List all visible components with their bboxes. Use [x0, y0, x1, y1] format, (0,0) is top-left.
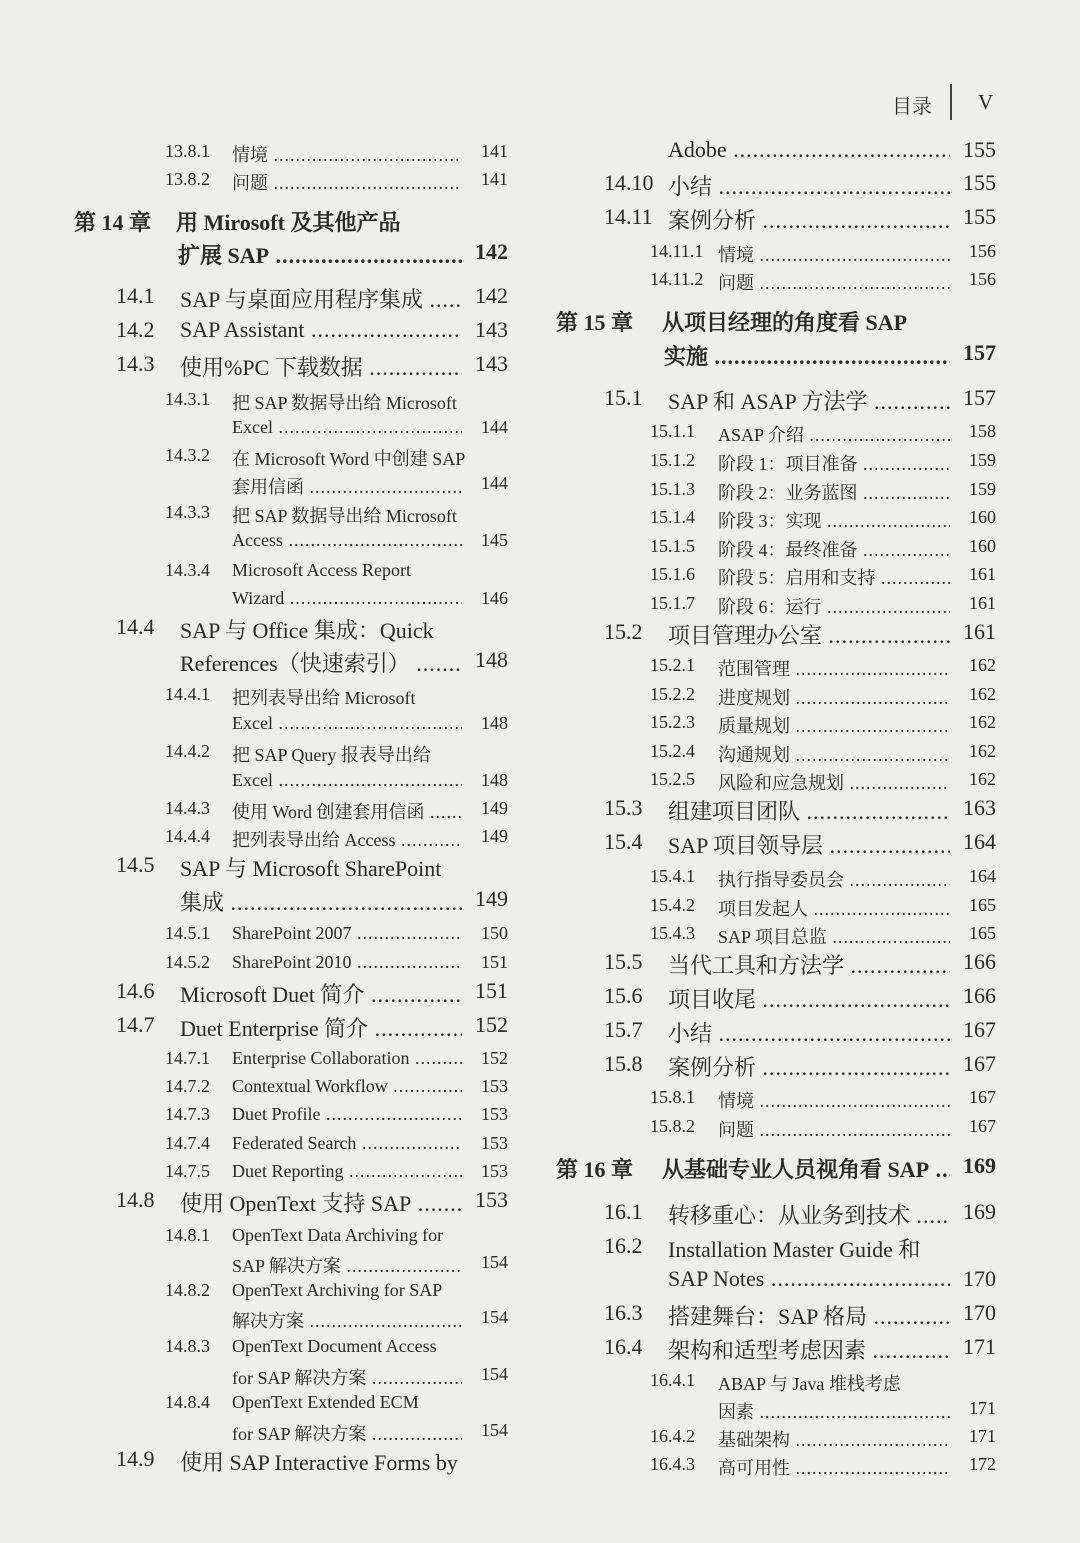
toc-entry-title: 阶段 3：实现 ..... — [718, 507, 950, 533]
toc-entry-page: 149 — [475, 886, 508, 912]
toc-entry-title: ASAP 介绍 ..... — [718, 421, 950, 447]
toc-entry[interactable] — [0, 895, 1006, 925]
toc-entry-number: 第 14 章 — [74, 210, 152, 236]
toc-entry[interactable] — [0, 1454, 1006, 1484]
toc-entry-title: SharePoint 2010 ..... — [232, 952, 462, 973]
running-head-section: 目录 — [892, 96, 932, 118]
toc-entry-title: 从项目经理的角度看 SAP — [662, 310, 908, 336]
toc-entry-number: 15.1 — [604, 385, 643, 411]
toc-entry-title: 质量规划 ..... — [718, 712, 950, 738]
toc-entry[interactable] — [0, 564, 1006, 594]
toc-entry-number: 14.4.1 — [165, 683, 210, 704]
toc-entry-page: 155 — [963, 137, 996, 163]
toc-entry-title: 从基础专业人员视角看 SAP ..... — [662, 1153, 950, 1184]
toc-entry-page: 142 — [475, 283, 508, 309]
toc-entry-page: 167 — [963, 1017, 996, 1043]
toc-entry[interactable] — [0, 170, 1006, 200]
toc-entry[interactable] — [0, 385, 1006, 415]
toc-entry[interactable] — [0, 866, 1006, 896]
toc-entry[interactable] — [0, 1426, 1006, 1456]
toc-entry[interactable] — [0, 712, 1006, 742]
toc-entry-number: 14.7.4 — [165, 1132, 210, 1153]
toc-entry-page: 171 — [969, 1425, 996, 1446]
toc-entry-title: Excel ..... — [232, 713, 462, 734]
toc-entry-page: 157 — [963, 385, 996, 411]
toc-entry-title: Excel ..... — [232, 770, 462, 791]
toc-entry-number: 14.4 — [116, 614, 155, 640]
toc-entry-page: 159 — [969, 449, 996, 470]
toc-entry-title: for SAP 解决方案 ..... — [232, 1364, 462, 1390]
toc-entry-title: SAP 项目总监 ..... — [718, 923, 950, 949]
toc-entry-title: 问题 ..... — [718, 1116, 950, 1142]
toc-entry-number: 14.7.5 — [165, 1160, 210, 1181]
toc-entry-title: 因素 ..... — [718, 1398, 950, 1424]
toc-entry-title: 问题 ..... — [718, 269, 950, 295]
toc-entry-page: 151 — [475, 978, 508, 1004]
toc-entry-number: 15.1.3 — [650, 478, 695, 499]
toc-entry-title: Adobe ..... — [668, 137, 950, 163]
toc-entry-title: Installation Master Guide 和 — [668, 1237, 921, 1263]
toc-entry[interactable] — [0, 450, 1006, 480]
toc-entry-number: 15.2.5 — [650, 768, 695, 789]
toc-entry-page: 161 — [969, 563, 996, 584]
toc-entry-title: 把 SAP 数据导出给 Microsoft — [232, 392, 457, 413]
page-header — [892, 84, 1042, 124]
toc-entry-title: 范围管理 ..... — [718, 655, 950, 681]
toc-entry-title: Enterprise Collaboration ..... — [232, 1048, 462, 1069]
toc-entry-page: 154 — [481, 1306, 508, 1327]
toc-entry-number: 14.4.3 — [165, 797, 210, 818]
toc-entry-page: 164 — [963, 829, 996, 855]
toc-entry-title: 搭建舞台：SAP 格局 ..... — [668, 1300, 950, 1331]
toc-entry-title: 基础架构 ..... — [718, 1426, 950, 1452]
toc-entry[interactable] — [0, 1116, 1006, 1146]
toc-entry-title: 实施 ..... — [664, 340, 950, 371]
toc-entry-page: 165 — [969, 894, 996, 915]
toc-entry[interactable] — [0, 1199, 1006, 1229]
toc-entry-title: 转移重心：从业务到技术 ..... — [668, 1199, 950, 1230]
toc-entry-title: SAP 项目领导层 ..... — [668, 829, 950, 860]
toc-entry-number: 15.7 — [604, 1017, 643, 1043]
toc-entry-title: SAP Assistant ..... — [180, 317, 462, 343]
toc-entry-number: 16.3 — [604, 1300, 643, 1326]
toc-entry-number: 16.2 — [604, 1233, 643, 1259]
toc-entry-number: 15.1.4 — [650, 506, 695, 527]
toc-entry-number: 15.1.5 — [650, 535, 695, 556]
toc-entry-number: 14.3.4 — [165, 559, 210, 580]
toc-entry-title: 阶段 6：运行 ..... — [718, 593, 950, 619]
toc-entry-page: 154 — [481, 1251, 508, 1272]
toc-entry-title: 情境 ..... — [718, 1087, 950, 1113]
toc-entry-page: 170 — [963, 1300, 996, 1326]
toc-entry-page: 152 — [481, 1047, 508, 1068]
toc-entry-title: 案例分析 ..... — [668, 204, 950, 235]
toc-entry-page: 167 — [969, 1086, 996, 1107]
toc-entry-title: 使用 Word 创建套用信函 ..... — [232, 798, 462, 824]
toc-entry-title: Duet Reporting ..... — [232, 1161, 462, 1182]
toc-entry-page: 169 — [963, 1153, 996, 1179]
toc-entry-title: 使用 OpenText 支持 SAP ..... — [180, 1187, 462, 1218]
toc-entry-title: OpenText Archiving for SAP — [232, 1279, 443, 1300]
toc-entry[interactable] — [0, 1153, 1006, 1183]
toc-entry-title: 阶段 5：启用和支持 ..... — [718, 564, 950, 590]
toc-entry-number: 15.1.2 — [650, 449, 695, 470]
toc-entry-number: 14.8.1 — [165, 1224, 210, 1245]
toc-entry-page: 169 — [963, 1199, 996, 1225]
toc-entry-page: 162 — [969, 740, 996, 761]
toc-entry-title: OpenText Document Access — [232, 1335, 437, 1356]
toc-entry[interactable] — [0, 983, 1006, 1013]
toc-entry-page: 160 — [969, 535, 996, 556]
toc-entry-title: 风险和应急规划 ..... — [718, 769, 950, 795]
toc-entry-title: 高可用性 ..... — [718, 1454, 950, 1480]
toc-entry-page: 156 — [969, 268, 996, 289]
toc-entry[interactable] — [0, 306, 1006, 336]
toc-entry-title: 阶段 1：项目准备 ..... — [718, 450, 950, 476]
toc-entry-page: 167 — [963, 1051, 996, 1077]
toc-entry-title: SAP 与 Office 集成：Quick — [180, 618, 434, 644]
toc-entry-number: 14.7 — [116, 1012, 155, 1038]
toc-entry-title: Microsoft Duet 简介 ..... — [180, 978, 462, 1009]
toc-entry-page: 145 — [481, 529, 508, 550]
toc-entry-title: 案例分析 ..... — [668, 1051, 950, 1082]
toc-entry-title: 解决方案 ..... — [232, 1307, 462, 1333]
toc-entry[interactable] — [0, 684, 1006, 714]
toc-entry-page: 146 — [481, 587, 508, 608]
toc-entry-number: 14.4.2 — [165, 740, 210, 761]
toc-entry-title: SAP 与 Microsoft SharePoint — [180, 856, 442, 882]
toc-entry-page: 171 — [969, 1397, 996, 1418]
toc-entry-title: 把列表导出给 Microsoft — [232, 687, 416, 708]
toc-entry[interactable] — [0, 769, 1006, 799]
toc-entry-title: 套用信函 ..... — [232, 473, 462, 499]
toc-entry[interactable] — [0, 829, 1006, 859]
toc-entry-title: 阶段 2：业务蓝图 ..... — [718, 479, 950, 505]
toc-entry-number: 16.1 — [604, 1199, 643, 1225]
toc-entry-page: 167 — [969, 1115, 996, 1136]
toc-entry-number: 14.8.4 — [165, 1391, 210, 1412]
toc-entry-page: 141 — [481, 140, 508, 161]
toc-entry-title: SAP 解决方案 ..... — [232, 1252, 462, 1278]
toc-entry-page: 149 — [481, 825, 508, 846]
toc-entry-page: 155 — [963, 204, 996, 230]
toc-entry[interactable] — [0, 241, 1006, 271]
toc-entry[interactable] — [0, 1300, 1006, 1330]
toc-entry-page: 162 — [969, 711, 996, 732]
toc-entry-title: SharePoint 2007 ..... — [232, 923, 462, 944]
toc-entry[interactable] — [0, 479, 1006, 509]
toc-entry[interactable] — [0, 1233, 1006, 1263]
toc-entry[interactable] — [0, 949, 1006, 979]
toc-entry-title: 阶段 4：最终准备 ..... — [718, 536, 950, 562]
toc-entry-page: 153 — [475, 1187, 508, 1213]
toc-entry-title: Excel ..... — [232, 417, 462, 438]
toc-entry[interactable] — [0, 1087, 1006, 1117]
toc-entry-page: 154 — [481, 1363, 508, 1384]
toc-entry-number: 16.4.1 — [650, 1369, 695, 1390]
toc-entry-page: 143 — [475, 317, 508, 343]
toc-entry-title: 沟通规划 ..... — [718, 741, 950, 767]
toc-entry-page: 164 — [969, 865, 996, 886]
toc-entry-number: 14.11.2 — [650, 268, 704, 289]
toc-entry[interactable] — [0, 795, 1006, 825]
toc-entry-title: Duet Enterprise 简介 ..... — [180, 1012, 462, 1043]
toc-entry-page: 170 — [963, 1266, 996, 1292]
toc-entry[interactable] — [0, 536, 1006, 566]
toc-entry-page: 161 — [963, 619, 996, 645]
toc-entry-number: 15.2.1 — [650, 654, 695, 675]
toc-entry-number: 14.3.2 — [165, 444, 210, 465]
toc-entry-page: 148 — [481, 712, 508, 733]
toc-entry-page: 144 — [481, 472, 508, 493]
toc-entry-page: 148 — [481, 769, 508, 790]
toc-entry[interactable] — [0, 204, 1006, 234]
toc-entry[interactable] — [0, 1017, 1006, 1047]
toc-entry[interactable] — [0, 619, 1006, 649]
toc-entry[interactable] — [0, 421, 1006, 451]
toc-entry-number: 14.5.2 — [165, 951, 210, 972]
toc-entry-page: 153 — [481, 1103, 508, 1124]
toc-entry-title: 使用 SAP Interactive Forms by — [180, 1450, 458, 1476]
toc-entry-page: 154 — [481, 1419, 508, 1440]
toc-entry-number: 15.8.1 — [650, 1086, 695, 1107]
toc-entry-title: 进度规划 ..... — [718, 684, 950, 710]
toc-entry-page: 153 — [481, 1160, 508, 1181]
toc-entry-page: 172 — [969, 1453, 996, 1474]
toc-entry-title: 执行指导委员会 ..... — [718, 866, 950, 892]
toc-entry-number: 16.4.2 — [650, 1425, 695, 1446]
toc-entry-number: 15.6 — [604, 983, 643, 1009]
toc-entry-number: 15.3 — [604, 795, 643, 821]
toc-entry-title: 情境 ..... — [718, 241, 950, 267]
header-divider — [950, 84, 952, 120]
toc-entry-page: 158 — [969, 420, 996, 441]
toc-entry-page: 165 — [969, 922, 996, 943]
toc-entry-page: 155 — [963, 170, 996, 196]
toc-entry-title: Wizard ..... — [232, 588, 462, 609]
toc-entry-number: 13.8.1 — [165, 140, 210, 161]
toc-entry-title: 当代工具和方法学 ..... — [668, 949, 950, 980]
toc-entry-number: 14.3 — [116, 351, 155, 377]
toc-entry-number: 15.2.4 — [650, 740, 695, 761]
toc-entry[interactable] — [0, 137, 1006, 167]
toc-entry-page: 150 — [481, 922, 508, 943]
toc-entry-page: 166 — [963, 983, 996, 1009]
toc-entry-title: Federated Search ..... — [232, 1133, 462, 1154]
toc-entry-title: Duet Profile ..... — [232, 1104, 462, 1125]
toc-entry-number: 14.2 — [116, 317, 155, 343]
toc-entry-page: 142 — [475, 239, 508, 265]
toc-entry-number: 15.2 — [604, 619, 643, 645]
toc-entry-number: 16.4.3 — [650, 1453, 695, 1474]
toc-entry-title: 把列表导出给 Access ..... — [232, 826, 462, 852]
toc-entry-title: 把 SAP Query 报表导出给 — [232, 744, 431, 765]
toc-entry-number: 15.4 — [604, 829, 643, 855]
toc-entry-page: 163 — [963, 795, 996, 821]
toc-entry-title: 问题 ..... — [232, 169, 462, 195]
toc-entry-number: 15.1.6 — [650, 563, 695, 584]
toc-entry-page: 143 — [475, 351, 508, 377]
toc-entry[interactable] — [0, 1266, 1006, 1296]
toc-entry-number: 15.8 — [604, 1051, 643, 1077]
toc-entry-title: OpenText Extended ECM — [232, 1391, 419, 1412]
toc-entry-number: 14.11 — [604, 204, 653, 230]
toc-entry-page: 160 — [969, 506, 996, 527]
toc-entry-number: 14.6 — [116, 978, 155, 1004]
toc-entry-number: 15.1.7 — [650, 592, 695, 613]
toc-entry-number: 14.5.1 — [165, 922, 210, 943]
toc-entry-title: 小结 ..... — [668, 1017, 950, 1048]
toc-entry-number: 16.4 — [604, 1334, 643, 1360]
toc-entry-page: 171 — [963, 1334, 996, 1360]
toc-entry-number: 15.2.3 — [650, 711, 695, 732]
toc-entry-title: 集成 ..... — [180, 886, 462, 917]
toc-entry-number: 15.5 — [604, 949, 643, 975]
toc-entry-number: 14.10 — [604, 170, 654, 196]
toc-entry-number: 14.8 — [116, 1187, 155, 1213]
toc-entry-number: 15.8.2 — [650, 1115, 695, 1136]
toc-entry-page: 152 — [475, 1012, 508, 1038]
toc-entry[interactable] — [0, 923, 1006, 953]
toc-entry-number: 14.7.1 — [165, 1047, 210, 1068]
toc-entry-title: 项目收尾 ..... — [668, 983, 950, 1014]
toc-entry-title: 扩展 SAP ..... — [178, 239, 462, 270]
toc-entry-page: 161 — [969, 592, 996, 613]
toc-entry-number: 14.1 — [116, 283, 155, 309]
toc-entry-number: 14.7.2 — [165, 1075, 210, 1096]
toc-entry[interactable] — [0, 1334, 1006, 1364]
toc-entry[interactable] — [0, 1051, 1006, 1081]
toc-entry-number: 15.4.1 — [650, 865, 695, 886]
toc-entry-page: 159 — [969, 478, 996, 499]
toc-entry-number: 14.8.3 — [165, 1335, 210, 1356]
toc-entry-title: SAP 与桌面应用程序集成 ..... — [180, 283, 462, 314]
toc-entry-page: 141 — [481, 168, 508, 189]
toc-entry-number: 14.3.1 — [165, 388, 210, 409]
toc-entry-page: 153 — [481, 1132, 508, 1153]
toc-entry-title: 小结 ..... — [668, 170, 950, 201]
toc-entry-title: ABAP 与 Java 堆栈考虑 — [718, 1373, 901, 1394]
toc-entry[interactable] — [0, 1370, 1006, 1400]
toc-entry-number: 14.8.2 — [165, 1279, 210, 1300]
toc-entry-title: OpenText Data Archiving for — [232, 1224, 444, 1245]
toc-entry-number: 15.1.1 — [650, 420, 695, 441]
toc-entry[interactable] — [0, 1398, 1006, 1428]
toc-entry-number: 14.3.3 — [165, 501, 210, 522]
toc-entry-number: 14.4.4 — [165, 825, 210, 846]
toc-entry-title: 使用%PC 下载数据 ..... — [180, 351, 462, 382]
toc-entry-title: 把 SAP 数据导出给 Microsoft — [232, 505, 457, 526]
toc-entry[interactable] — [0, 269, 1006, 299]
toc-entry-title: 情境 ..... — [232, 141, 462, 167]
toc-entry-page: 157 — [963, 340, 996, 366]
toc-entry[interactable] — [0, 593, 1006, 623]
toc-entry-page: 151 — [481, 951, 508, 972]
toc-entry-title: References（快速索引） ..... — [180, 647, 462, 678]
toc-entry[interactable] — [0, 741, 1006, 771]
toc-entry[interactable] — [0, 507, 1006, 537]
toc-entry-title: for SAP 解决方案 ..... — [232, 1420, 462, 1446]
toc-entry-page: 148 — [475, 647, 508, 673]
toc-entry-number: 15.4.2 — [650, 894, 695, 915]
toc-entry-page: 153 — [481, 1075, 508, 1096]
toc-entry-page: 149 — [481, 797, 508, 818]
toc-entry-number: 13.8.2 — [165, 168, 210, 189]
toc-entry-page: 156 — [969, 240, 996, 261]
toc-entry-title: SAP Notes ..... — [668, 1266, 950, 1292]
toc-entry-page: 144 — [481, 416, 508, 437]
toc-entry-number: 14.7.3 — [165, 1103, 210, 1124]
toc-entry-title: Access ..... — [232, 530, 462, 551]
toc-entry-title: 组建项目团队 ..... — [668, 795, 950, 826]
toc-entry-number: 14.9 — [116, 1446, 155, 1472]
toc-entry-number: 15.2.2 — [650, 683, 695, 704]
toc-entry[interactable] — [0, 340, 1006, 370]
toc-entry-number: 第 15 章 — [556, 310, 634, 336]
toc-entry-title: SAP 和 ASAP 方法学 ..... — [668, 385, 950, 416]
toc-entry-page: 166 — [963, 949, 996, 975]
toc-entry-number: 14.11.1 — [650, 240, 704, 261]
toc-entry-page: 162 — [969, 654, 996, 675]
toc-entry[interactable] — [0, 655, 1006, 685]
toc-entry-title: Microsoft Access Report — [232, 559, 411, 580]
toc-entry-number: 14.5 — [116, 852, 155, 878]
toc-entry-title: Contextual Workflow ..... — [232, 1076, 462, 1097]
toc-entry-number: 15.4.3 — [650, 922, 695, 943]
toc-entry-title: 项目发起人 ..... — [718, 895, 950, 921]
toc-entry-title: 项目管理办公室 ..... — [668, 619, 950, 650]
toc-entry-title: 在 Microsoft Word 中创建 SAP — [232, 448, 466, 469]
toc-entry-title: 用 Mirosoft 及其他产品 — [176, 210, 401, 236]
page-number: V — [978, 90, 994, 114]
toc-entry-page: 162 — [969, 683, 996, 704]
toc-entry-title: 架构和适型考虑因素 ..... — [668, 1334, 950, 1365]
toc-entry-page: 162 — [969, 768, 996, 789]
toc-entry-number: 第 16 章 — [556, 1157, 634, 1183]
